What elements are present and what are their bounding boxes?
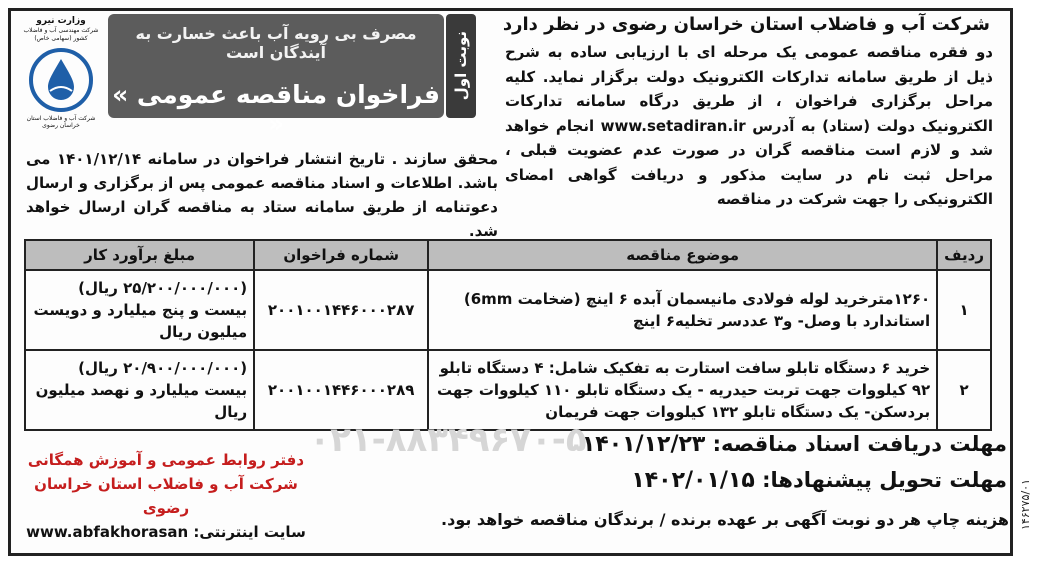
round-label: نوبت اول — [452, 31, 470, 101]
bids-deadline — [631, 468, 1007, 493]
side-code: ۱۴۶۲۷۵/۰۱ — [1019, 479, 1032, 531]
row-amount: (۲۰/۹۰۰/۰۰۰/۰۰۰ ریال) بیست میلیارد و نهصد میلیون ریال — [25, 350, 254, 430]
table-row — [25, 270, 991, 350]
row-number: ۲۰۰۱۰۰۱۴۴۶۰۰۰۲۸۷ — [254, 270, 428, 350]
office-site-label: سایت اینترنتی: — [193, 523, 306, 541]
logo-ministry: وزارت نیرو — [36, 16, 86, 26]
bids-deadline-date: ۱۴۰۲/۰۱/۱۵ — [631, 468, 755, 493]
table-row — [25, 350, 991, 430]
office-site-link[interactable]: www.abfakhorasan — [26, 523, 189, 541]
docs-deadline — [582, 432, 1007, 457]
logo-subtitle: شرکت مهندسی آب و فاضلاب کشور (سهامی خاص) — [23, 27, 99, 42]
logo-block — [18, 16, 104, 129]
cost-note: هزینه چاپ هر دو نوبت آگهی بر عهده برنده / برندگان مناقصه خواهد بود. — [441, 510, 1009, 529]
round-tag — [446, 14, 476, 118]
slogan: مصرف بی رویه آب باعث خسارت به آیندگان است — [135, 24, 417, 62]
intro-continuation: محقق سازند . تاریخ انتشار فراخوان در سامانه ۱۴۰۱/۱۲/۱۴ می باشد. اطلاعات و اسناد مناقصه عمومی پس از برگزاری و ارسال دعوتنامه از طریق سامانه ستاد به مناقصه گران ارسال خواهد شد. — [26, 150, 499, 240]
notice-title: « فراخوان مناقصه عمومی » — [112, 80, 440, 138]
col-header-subject: موضوع مناقصه — [428, 240, 937, 270]
office-site-line — [26, 520, 306, 544]
office-block — [26, 448, 306, 544]
docs-deadline-date: ۱۴۰۱/۱۲/۲۳ — [581, 432, 706, 457]
water-drop-logo-icon — [28, 47, 94, 113]
col-header-number: شماره فراخوان — [254, 240, 428, 270]
bids-deadline-label: مهلت تحویل پیشنهادها: — [762, 468, 1007, 492]
docs-deadline-label: مهلت دریافت اسناد مناقصه: — [712, 432, 1007, 456]
logo-company: شرکت آب و فاضلاب استان خراسان رضوی — [26, 115, 96, 129]
watermark-phone: ۰۲۱-۸۸۳۴۹۶۷۰-۵ — [309, 420, 587, 460]
row-amount: (۲۵/۲۰۰/۰۰۰/۰۰۰ ریال) بیست و پنج میلیارد و دویست میلیون ریال — [25, 270, 254, 350]
row-index: ۲ — [937, 350, 991, 430]
table-header-row — [25, 240, 991, 270]
intro-text: دو فقره مناقصه عمومی یک مرحله ای با ارزیابی ساده به شرح ذیل از طریق سامانه تدارکات الکترونیک دولت برگزار نماید. کلیه مراحل برگزاری فراخوان ، از طریق درگاه سامانه تدارکات الکترونیک دولت (ستاد) به آدرس www.setadiran.ir انجام خواهد شد و لازم است مناقصه گران در صورت عدم عضویت قبلی ، مراحل ثبت نام در سایت مذکور و دریافت گواهی امضای الکترونیکی را جهت شرکت در مناقصه — [505, 43, 994, 208]
company-line: شرکت آب و فاضلاب استان خراسان رضوی در نظر دارد — [502, 14, 990, 35]
office-line2: شرکت آب و فاضلاب استان خراسان رضوی — [34, 475, 298, 517]
col-header-index: ردیف — [937, 240, 991, 270]
col-header-amount: مبلغ برآورد کار — [25, 240, 254, 270]
row-subject: خرید ۶ دستگاه تابلو سافت استارت به تفکیک شامل: ۴ دستگاه تابلو ۹۲ کیلووات جهت تربت حیدریه - یک دستگاه تابلو ۱۱۰ کیلووات جهت بردسکن- یک دستگاه تابلو ۱۳۲ کیلووات جهت فریمان — [428, 350, 937, 430]
office-line1: دفتر روابط عمومی و آموزش همگانی — [27, 451, 305, 469]
tender-table — [24, 239, 992, 431]
row-subject: ۱۲۶۰مترخرید لوله فولادی مانیسمان آبده ۶ اینچ (ضخامت 6mm) استاندارد با وصل- و۳ عددسر تخلیه۶ اینچ — [428, 270, 937, 350]
row-number: ۲۰۰۱۰۰۱۴۴۶۰۰۰۲۸۹ — [254, 350, 428, 430]
row-index: ۱ — [937, 270, 991, 350]
title-banner — [108, 14, 444, 138]
